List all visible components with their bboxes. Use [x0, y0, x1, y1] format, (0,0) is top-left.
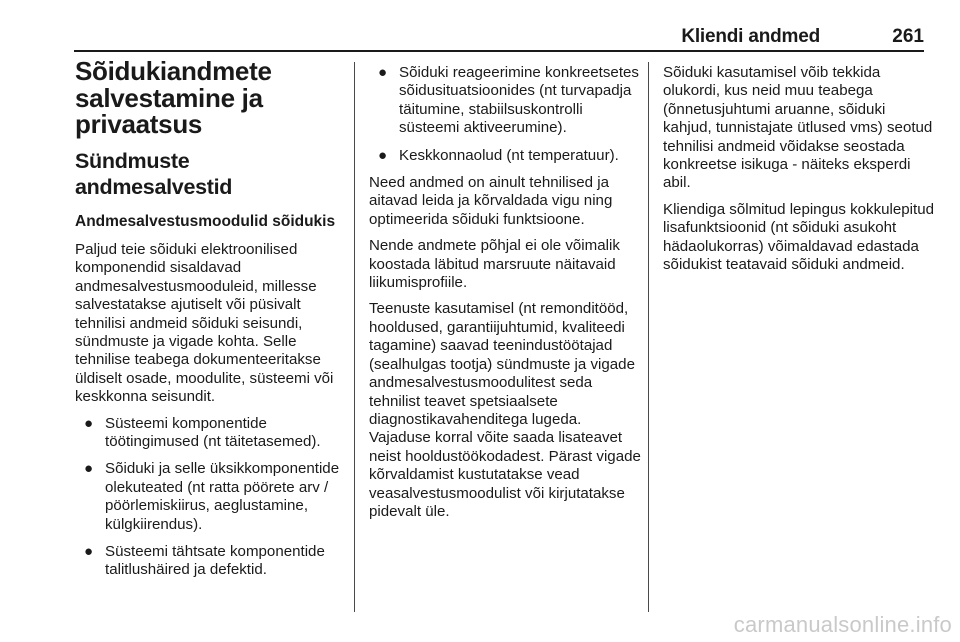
list-item: ● Keskkonnaolud (nt temperatuur).	[378, 146, 619, 164]
paragraph: Kliendiga sõlmitud lepingus kokkulepitud lisafunktsioonid (nt sõiduki asukoht hädaolukorras) võimaldavad edastada sõidukist teatavaid sõiduki andmeid.	[663, 200, 935, 274]
bullet-list-1	[75, 415, 345, 580]
intro-paragraph: Paljud teie sõiduki elektroonilised komponendid sisaldavad andmesalvestusmooduleid, millesse salvestatakse ajutiselt või püsivalt tehnilisi andmeid sõiduki seisundi, sündmuste ja vigade kohta. Selle tehnilise teabega dokumenteeritakse üldiselt osade, moodulite, süsteemi või keskkonna seisundit.	[75, 240, 334, 406]
column-divider-2	[648, 62, 649, 612]
header-rule	[74, 50, 924, 52]
list-item: ● Süsteemi komponentide töötingimused (nt täitetasemed).	[84, 414, 321, 450]
bullet-icon: ●	[84, 543, 94, 560]
column-1	[75, 58, 345, 589]
bullet-icon: ●	[84, 460, 94, 478]
bullet-list-2	[369, 64, 641, 165]
bullet-icon: ●	[378, 146, 388, 164]
paragraph: Nende andmete põhjal ei ole võimalik koostada läbitud marsruute näitavaid liikumisprofiile.	[369, 237, 620, 292]
column-divider-1	[354, 62, 355, 612]
watermark-link[interactable]: carmanualsonline.info	[733, 612, 952, 637]
paragraph: Teenuste kasutamisel (nt remonditööd, hooldused, garantiijuhtumid, kvaliteedi tagamine) saavad teenindustöötajad (sealhulgas tootja) sündmuste ja vigade andmesalvestusmoodulitest seda tehnilist teavet spetsiaalsete diagnostikavahenditega lugeda. Vajaduse korral võite saada lisateavet neist hooldustöökodadest. Pärast vigade kõrvaldamist kustutatakse vead veasalvestusmoodulist või kirjutatakse pidevalt üle.	[369, 300, 641, 520]
page-header	[74, 22, 924, 52]
main-heading: Sõidukiandmete salvestamine ja privaatsus	[75, 56, 272, 139]
list-item: ● Sõiduki ja selle üksikkomponentide olekuteated (nt ratta pöörete arv / pöörlemiskiirus, aeglustamine, külgkiirendus).	[84, 460, 340, 533]
column-3	[663, 64, 935, 282]
bullet-icon: ●	[378, 64, 388, 81]
column-2	[369, 64, 641, 529]
paragraph: Need andmed on ainult tehnilised ja aitavad leida ja kõrvaldada vigu ning optimeerida sõiduki funktsioone.	[369, 174, 613, 228]
bullet-icon: ●	[84, 414, 94, 432]
list-item: ● Sõiduki reageerimine konkreetsetes sõidusituatsioonides (nt turvapadja täitumine, stabiilsuskontrolli süsteemi aktiveerumine).	[378, 64, 639, 137]
page-number: 261	[892, 26, 924, 47]
paragraph: Sõiduki kasutamisel võib tekkida olukordi, kus neid muu teabega (õnnetusjuhtumi aruanne, sõiduki kahjud, tunnistajate ütlused vms) seotud tehnilisi andmeid võidakse seostada konkreetse isikuga - näiteks eksperdi abil.	[663, 64, 933, 192]
section-heading: Sündmuste andmesalvestid	[75, 148, 233, 199]
sub-heading: Andmesalvestusmoodulid sõidukis	[75, 212, 336, 230]
section-title: Kliendi andmed	[681, 26, 820, 47]
list-item: ● Süsteemi tähtsate komponentide talitlushäired ja defektid.	[84, 543, 325, 579]
